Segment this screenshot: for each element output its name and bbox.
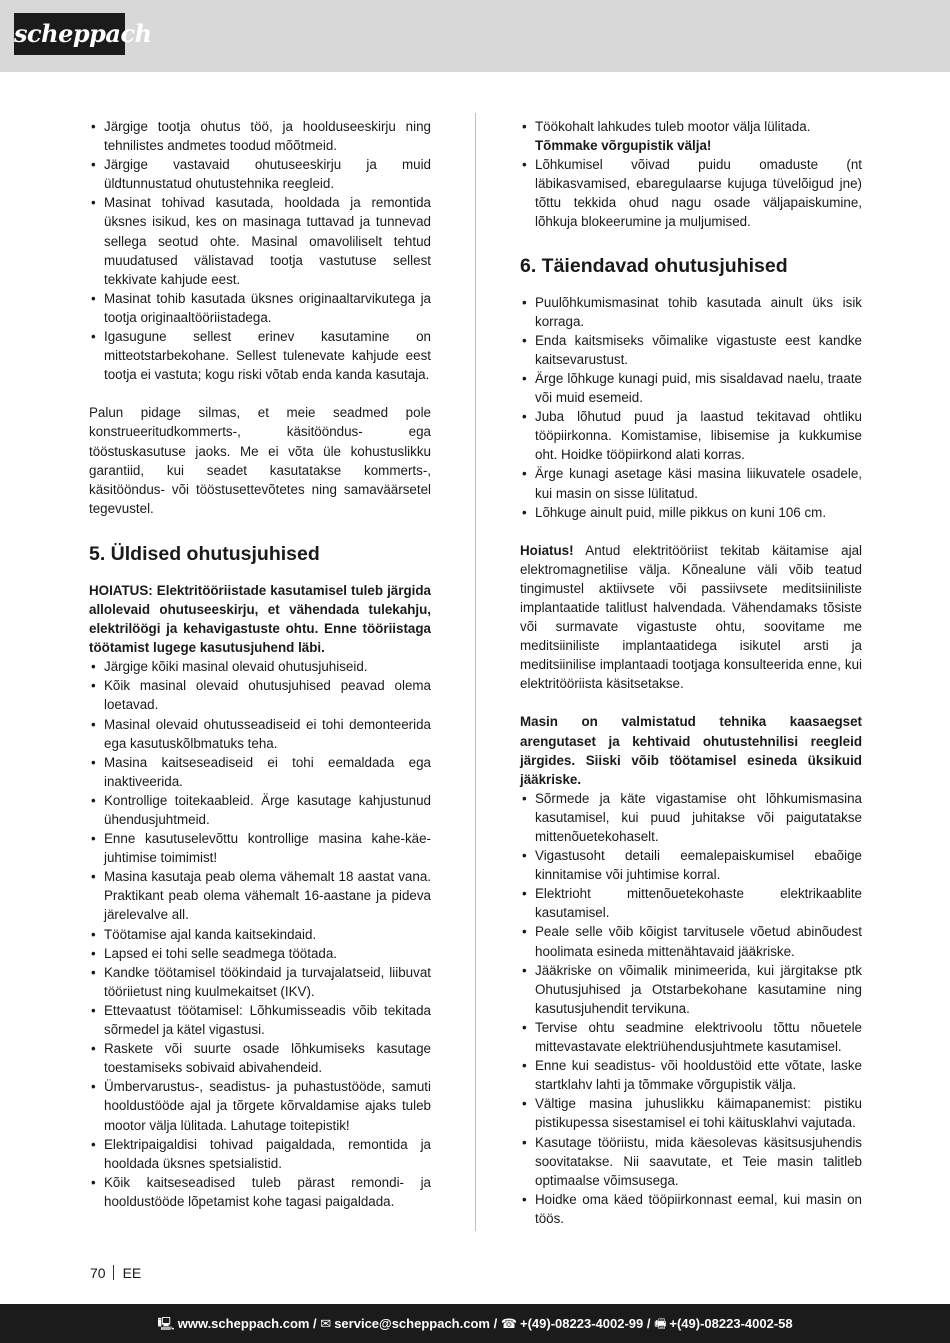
list-item: • Järgige vastavaid ohutuseeskirju ja muid üldtunnustatud ohutustehnika reegleid.	[89, 155, 431, 193]
list-item-emphasis: Tõmmake võrgupistik välja!	[535, 138, 712, 154]
section-5-bullet-list	[89, 657, 431, 1211]
list-item: • Kõik masinal olevaid ohutusjuhised peavad olema loetavad.	[89, 676, 431, 714]
emf-warning-paragraph	[520, 541, 862, 694]
list-item: • Ümbervarustus-, seadistus- ja puhastustööde, samuti hooldustööde ajal ja tõrgete kõrvaldamise ajaks tuleb mootor välja lülitada. Lahutage toitepistik!	[89, 1077, 431, 1134]
list-item: • Lõhkumisel võivad puidu omaduste (nt läbikasvamised, ebaregulaarse kujuga tüvelõigud jne) tõttu tekkida ohud nagu osade väljapaiskumine, lõhkuja blokeerumine ja muljumised.	[520, 155, 862, 231]
page-separator	[113, 1265, 114, 1280]
list-item: • Ärge lõhkuge kunagi puid, mis sisaldavad naelu, traate või muid esemeid.	[520, 369, 862, 407]
list-item: • Tervise ohtu seadmine elektrivoolu tõttu nõuetele mittevastavate elektriühendusjuhtmete kasutamisel.	[520, 1018, 862, 1056]
list-item: • Enda kaitsmiseks võimalike vigastuste eest kandke kaitsevarustust.	[520, 331, 862, 369]
list-item: • Enne kasutuselevõttu kontrollige masina kahe-käe-juhtimise toimimist!	[89, 829, 431, 867]
list-item: • Lapsed ei tohi selle seadmega töötada.	[89, 944, 431, 963]
list-item: • Elektrioht mittenõuetekohaste elektrikaablite kasutamisel.	[520, 884, 862, 922]
section-6-heading: 6. Täiendavad ohutusjuhised	[520, 254, 788, 277]
envelope-icon: ✉	[320, 1316, 332, 1331]
emf-warning-label: Hoiatus!	[520, 542, 574, 558]
list-item: • Masinal olevaid ohutusseadiseid ei tohi demonteerida ega kasutuskõlbmatuks teha.	[89, 715, 431, 753]
list-item	[520, 117, 862, 155]
page-number-block	[90, 1263, 141, 1283]
list-item: • Elektripaigaldisi tohivad paigaldada, remontida ja hooldada üksnes spetsialistid.	[89, 1135, 431, 1173]
list-item: • Kontrollige toitekaableid. Ärge kasutage kahjustunud ühendusjuhtmeid.	[89, 791, 431, 829]
computer-icon: 🖳	[157, 1316, 175, 1331]
list-item: • Järgige tootja ohutus töö, ja hoolduseeskirju ning tehnilistes andmetes toodud mõõtmeid.	[89, 117, 431, 155]
fax-icon: 🖷	[654, 1316, 667, 1331]
list-item: • Vigastusoht detaili eemalepaiskumisel ebaõige kinnitamise või juhtimise korral.	[520, 846, 862, 884]
list-item: • Kandke töötamisel töökindaid ja turvajalatseid, liibuvat tööriietust ning kuulmekaitset (IKV).	[89, 963, 431, 1001]
list-item: • Vältige masina juhuslikku käimapanemist: pistiku pistikupessa sisestamisel ei tohi käitusklahvi vajutada.	[520, 1094, 862, 1132]
list-item: • Igasugune sellest erinev kasutamine on mitteotstarbekohane. Sellest tulenevate kahjude eest tootja ei vastuta; kogu riski võtab enda kanda kasutaja.	[89, 327, 431, 384]
residual-risk-bullet-list	[520, 789, 862, 1228]
list-item: • Masinat tohib kasutada üksnes originaaltarvikutega ja tootja originaaltööriistadega.	[89, 289, 431, 327]
list-item-text: Töökohalt lahkudes tuleb mootor välja lülitada.	[535, 119, 811, 134]
left-column	[89, 117, 431, 1211]
residual-risk-heading: Masin on valmistatud tehnika kaasaegset arengutaset ja kehtivaid ohutustehnilisi reegleid järgides. Siiski võib töötamisel esineda üksikuid jääkriske.	[520, 714, 862, 787]
website-link[interactable]: www.scheppach.com /	[177, 1316, 317, 1331]
phone-icon: ☎	[500, 1316, 518, 1331]
page-header	[0, 0, 950, 72]
list-item: • Hoidke oma käed tööpiirkonnast eemal, kui masin on töös.	[520, 1190, 862, 1228]
list-item: • Juba lõhutud puud ja laastud tekitavad ohtliku tööpiirkonna. Komistamise, libisemise ja kukkumise oht. Hoidke tööpiirkond alati korras.	[520, 407, 862, 464]
continued-bullet-list	[520, 117, 862, 232]
list-item: • Lõhkuge ainult puid, mille pikkus on kuni 106 cm.	[520, 503, 862, 522]
column-divider	[475, 113, 476, 1231]
list-item: • Töötamise ajal kanda kaitsekindaid.	[89, 925, 431, 944]
section-5-heading: 5. Üldised ohutusjuhised	[89, 542, 320, 565]
emf-warning-text: Antud elektritööriist tekitab käitamise ajal elektromagnetilise välja. Kõnealune väli võib teatud tingimustel aktiivsete või passiivsete meditsiiniliste implantaatide talitlust halvendada. Vähendamaks tõsiste või surmavate vigastuste ohtu, soovitame me meditsiiniliste implantaatidega isikutel arsti ja meditsiinilise implantaadi tootjaga konsulteerida enne, kui elektritööriista käsitsetakse.	[520, 542, 862, 692]
language-code: EE	[122, 1265, 142, 1281]
list-item: • Kõik kaitseseadised tuleb pärast remondi- ja hooldustööde lõpetamist kohe tagasi paigaldada.	[89, 1173, 431, 1211]
warning-paragraph: HOIATUS: Elektritööriistade kasutamisel tuleb järgida allolevaid ohutuseeskirju, et vähendada tulekahju, elektrilöögi ja kehavigastuste ohtu. Enne tööriistaga töötamist lugege kasutusjuhend läbi.	[89, 582, 431, 656]
contact-footer	[0, 1304, 950, 1343]
list-item: • Peale selle võib kõigist tarvitusele võetud abinõudest hoolimata esineda mittenähtavaid jääkriske.	[520, 922, 862, 960]
fax-number: +(49)-08223-4002-58	[669, 1316, 793, 1331]
phone-number: +(49)-08223-4002-99 /	[520, 1316, 651, 1331]
list-item: • Järgige kõiki masinal olevaid ohutusjuhiseid.	[89, 657, 431, 676]
scheppach-logo: scheppach	[14, 13, 125, 55]
list-item: • Ärge kunagi asetage käsi masina liikuvatele osadele, kui masin on sisse lülitatud.	[520, 464, 862, 502]
list-item: • Masinat tohivad kasutada, hooldada ja remontida üksnes isikud, kes on masinaga tuttavad ja tunnevad sellega seotud ohte. Masinal omavoliliselt tehtud muudatused välistavad tootja vastutuse sellest tekkivate kahjude eest.	[89, 193, 431, 288]
list-item: • Sõrmede ja käte vigastamise oht lõhkumismasina kasutamisel, kui puud juhitakse või paigutatakse mittenõuetekohaselt.	[520, 789, 862, 846]
list-item: • Puulõhkumismasinat tohib kasutada ainult üks isik korraga.	[520, 293, 862, 331]
list-item: • Jääkriske on võimalik minimeerida, kui järgitakse ptk Ohutusjuhised ja Otstarbekohane kasutamine ning kasutusjuhendit tervikuna.	[520, 961, 862, 1018]
list-item: • Ettevaatust töötamisel: Lõhkumisseadis võib tekitada sõrmedel ja kätel vigastusi.	[89, 1001, 431, 1039]
list-item: • Kasutage tööriistu, mida käesolevas käsitsusjuhendis soovitatakse. Nii saavutate, et Teie masin talitleb optimaalse võimsusega.	[520, 1133, 862, 1190]
section-6-bullet-list	[520, 293, 862, 522]
list-item: • Masina kasutaja peab olema vähemalt 18 aastat vana. Praktikant peab olema vähemalt 16-aastane ja pideva järelevalve all.	[89, 867, 431, 924]
list-item: • Raskete või suurte osade lõhkumiseks kasutage toestamiseks sobivaid abivahendeid.	[89, 1039, 431, 1077]
page-number: 70	[90, 1265, 106, 1281]
intro-bullet-list	[89, 117, 431, 384]
email-link[interactable]: service@scheppach.com /	[334, 1316, 498, 1331]
list-item: • Enne kui seadistus- või hooldustöid ette võtate, laske startklahv lahti ja tõmmake võrgupistik välja.	[520, 1056, 862, 1094]
list-item: • Masina kaitseseadiseid ei tohi eemaldada ega inaktiveerida.	[89, 753, 431, 791]
right-column	[520, 117, 862, 1228]
usage-note-paragraph: Palun pidage silmas, et meie seadmed pole konstrueeritudkommerts-, käsitööndus- ega tööstuskasutuse jaoks. Me ei võta üle kohustuslikku garantiid, kui seadet kasutatakse kommerts-, käsitööndus- või tööstusettevõtetes ning samaväärsetel tegevustel.	[89, 405, 431, 516]
